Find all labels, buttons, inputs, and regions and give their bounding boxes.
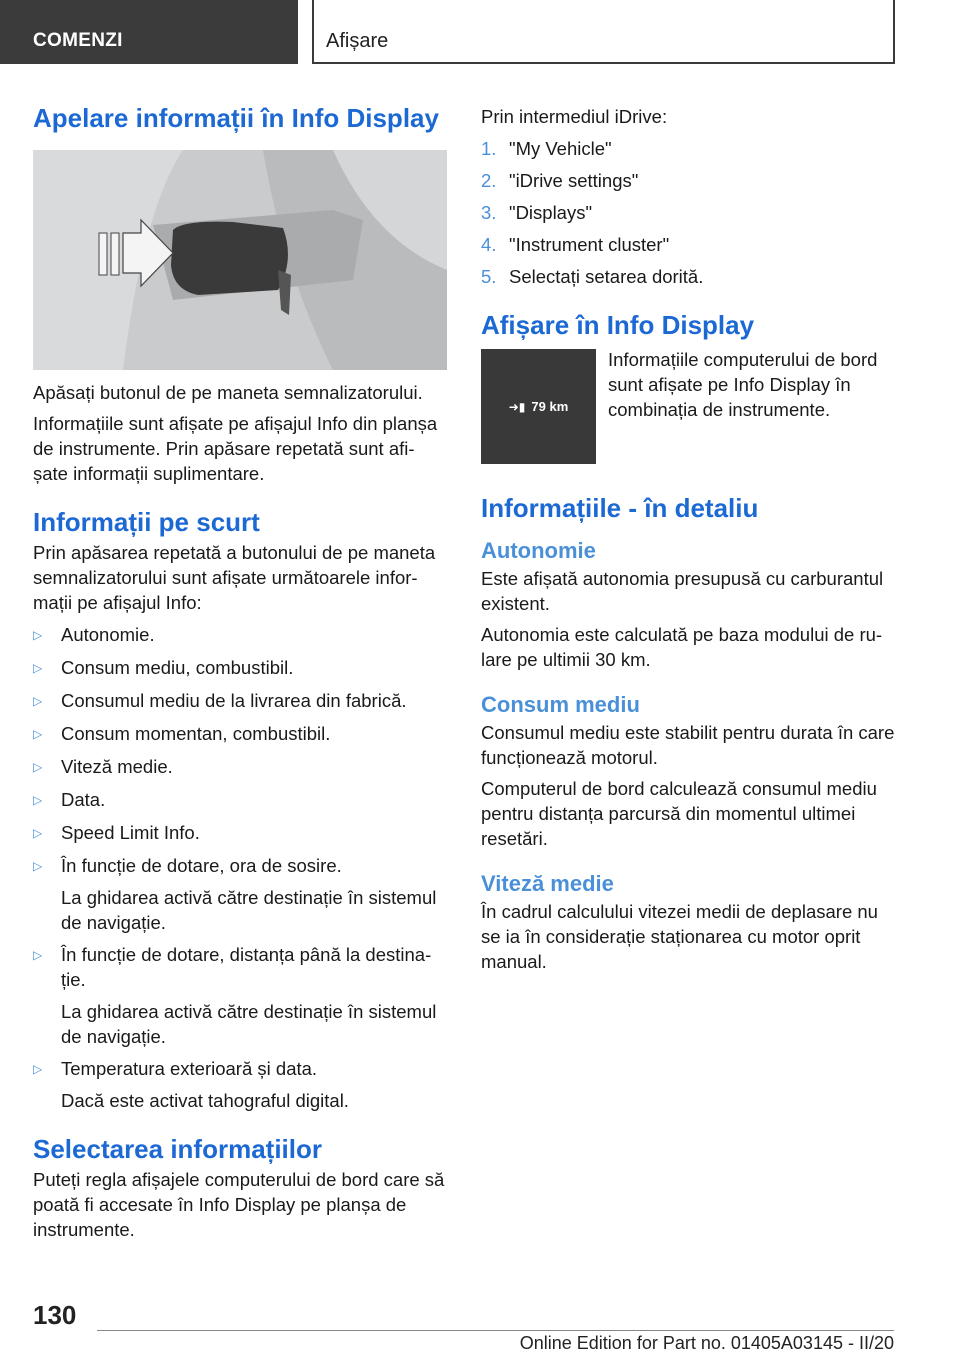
bullet-subtext: La ghidarea activă către destinație în sistemul de navigație. [61,1001,437,1047]
section-tab: COMENZI [0,0,298,64]
paragraph-display: Informațiile computerului de bord sunt afișate pe Info Display în combinația de instrumente. [608,349,878,420]
paragraph-idrive: Prin intermediul iDrive: [481,106,668,127]
step-item: 5. Selectați setarea dorită. [481,266,704,287]
bullet-item: ▷ În funcție de dotare, ora de sosire. La ghidarea activă către destinație în sistemul de navigație. [33,853,447,935]
triangle-bullet-icon: ▷ [33,760,43,774]
paragraph-avg-1: Consumul mediu este stabilit pentru durata în care funcționează motorul. [481,722,895,768]
display-row [481,349,895,464]
bullet-item: ▷ Consum mediu, combustibil. [33,655,447,681]
footer-edition: Online Edition for Part no. 01405A03145 - II/20 [519,1333,894,1353]
bullet-item: ▷ Autonomie. [33,622,447,648]
triangle-bullet-icon: ▷ [33,694,43,708]
paragraph-info: Informațiile sunt afișate pe afișajul Info din planșa de instrumente. Prin apăsare repetată sunt afi-șate informații suplimentare. [33,413,438,484]
bullet-item: ▷ Consum momentan, combustibil. [33,721,447,747]
triangle-bullet-icon: ▷ [33,727,43,741]
heading-info-short: Informații pe scurt [33,507,260,537]
bullet-item: ▷ În funcție de dotare, distanța până la destina-ție. La ghidarea activă către destinație în sistemul de navigație. [33,942,447,1049]
heading-display: Afișare în Info Display [481,310,755,340]
triangle-bullet-icon: ▷ [33,1062,43,1076]
left-column [33,100,447,1242]
range-value: 79 km [531,399,569,414]
heading-avg-speed: Viteză medie [481,871,614,896]
page-number: 130 [33,1300,77,1330]
heading-detail: Informațiile - în detaliu [481,493,759,523]
bullet-item: ▷ Viteză medie. [33,754,447,780]
paragraph-speed: În cadrul calculului vitezei medii de deplasare nu se ia în considerație staționarea cu motor oprit manual. [481,901,878,972]
triangle-bullet-icon: ▷ [33,628,43,642]
paragraph-range-2: Autonomia este calculată pe baza modului de ru-lare pe ultimii 30 km. [481,624,883,670]
paragraph-range-1: Este afișată autonomia presupusă cu carburantul existent. [481,568,884,614]
bullet-subtext: La ghidarea activă către destinație în sistemul de navigație. [61,887,437,933]
step-item: 1. "My Vehicle" [481,138,612,159]
heading-call-info: Apelare informații în Info Display [33,103,439,133]
triangle-bullet-icon: ▷ [33,948,43,962]
paragraph-select: Puteți regla afișajele computerului de bord care să poată fi accesate în Info Display pe planșa de instrumente. [33,1169,445,1240]
bullet-item: ▷ Consumul mediu de la livrarea din fabrică. [33,688,447,714]
heading-select-info: Selectarea informațiilor [33,1134,322,1164]
step-item: 2. "iDrive settings" [481,170,639,191]
triangle-bullet-icon: ▷ [33,826,43,840]
bullet-subtext: Dacă este activat tahograful digital. [61,1090,349,1111]
triangle-bullet-icon: ▷ [33,859,43,873]
footer-divider [97,1330,894,1331]
step-item: 4. "Instrument cluster" [481,234,670,255]
subsection-tab: Afișare [312,0,895,64]
right-column [481,100,895,974]
heading-avg-consumption: Consum mediu [481,692,640,717]
paragraph-short: Prin apăsarea repetată a butonului de pe maneta semnalizatorului sunt afișate următoarele infor-mații pe afișajul Info: [33,542,436,613]
info-display-image [481,349,596,464]
paragraph-press: Apăsați butonul de pe maneta semnalizatorului. [33,382,423,403]
bullet-item: ▷ Temperatura exterioară și data. Dacă este activat tahograful digital. [33,1058,349,1111]
step-item: 3. "Displays" [481,202,593,223]
stalk-button-photo [33,150,447,370]
bullet-item: ▷ Speed Limit Info. [33,820,447,846]
triangle-bullet-icon: ▷ [33,793,43,807]
heading-range: Autonomie [481,538,596,563]
paragraph-avg-2: Computerul de bord calculează consumul mediu pentru distanța parcursă din momentul ultimei resetări. [481,778,877,849]
bullet-item: ▷ Data. [33,787,447,813]
triangle-bullet-icon: ▷ [33,661,43,675]
fuel-range-icon: ➜▮ [508,399,526,414]
